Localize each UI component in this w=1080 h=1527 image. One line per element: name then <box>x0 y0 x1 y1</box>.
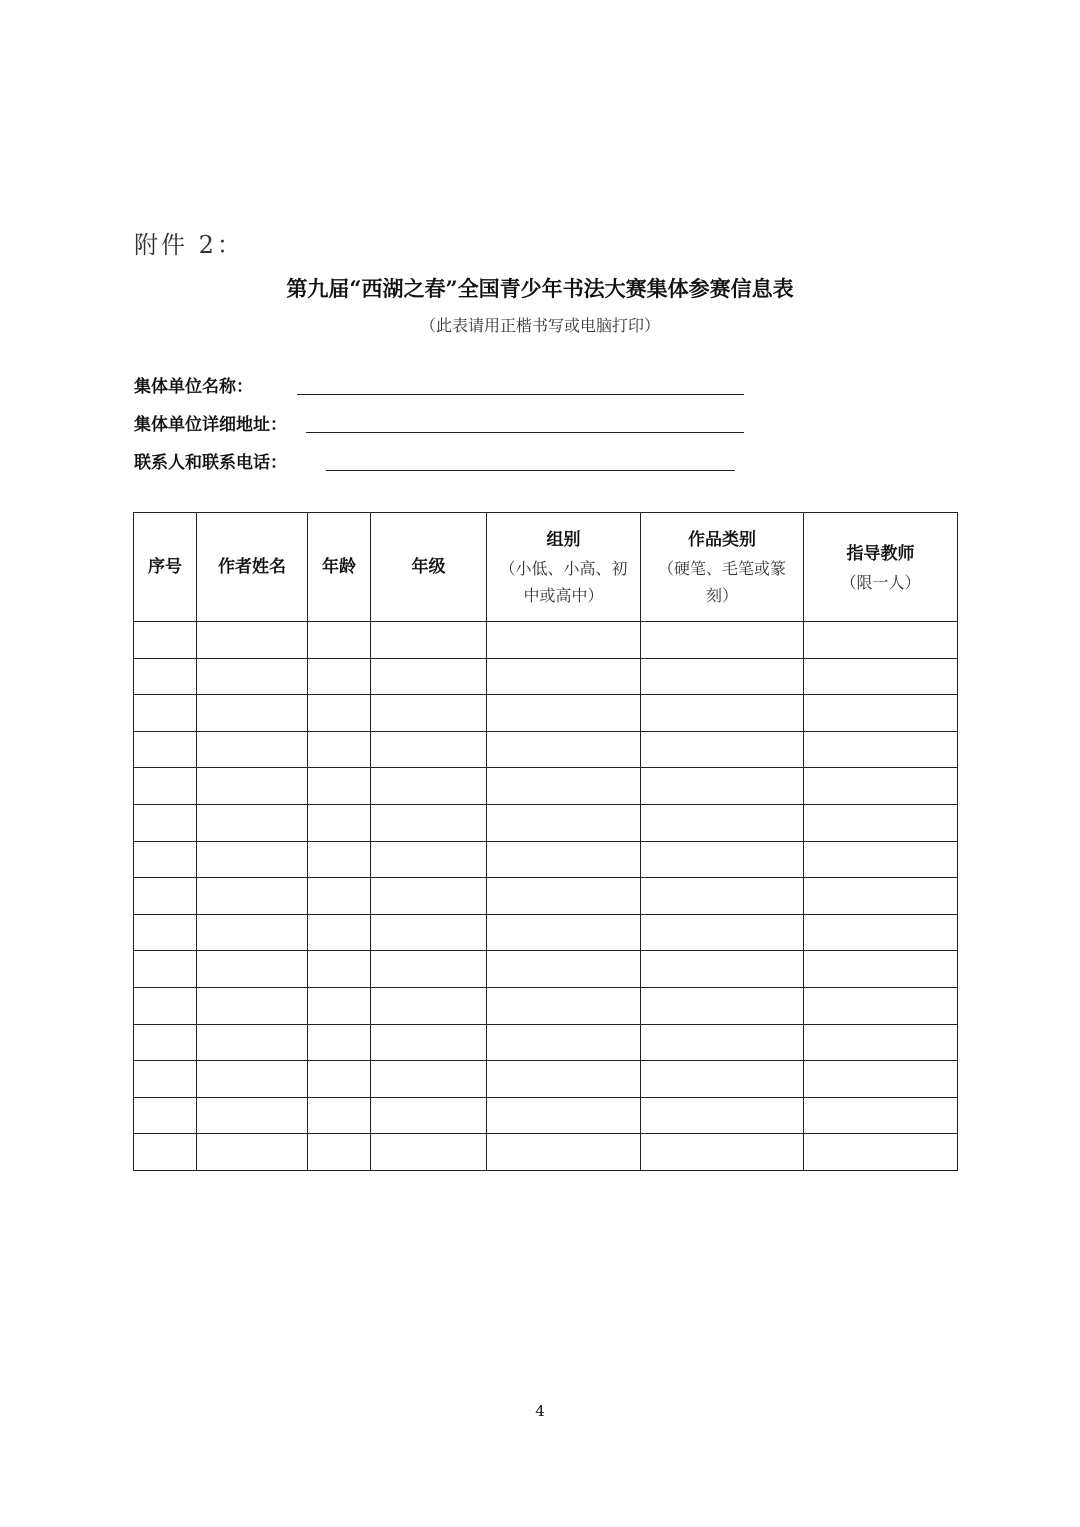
header-group <box>487 513 641 622</box>
table-cell[interactable] <box>641 987 804 1024</box>
field-contact-input-line[interactable] <box>326 448 735 471</box>
table-cell[interactable] <box>487 804 641 841</box>
table-cell[interactable] <box>308 841 371 878</box>
table-row <box>134 841 958 878</box>
table-cell[interactable] <box>134 622 197 659</box>
table-cell[interactable] <box>804 951 958 988</box>
table-row <box>134 695 958 732</box>
table-cell[interactable] <box>371 658 487 695</box>
table-cell[interactable] <box>371 622 487 659</box>
table-cell[interactable] <box>371 914 487 951</box>
table-cell[interactable] <box>641 622 804 659</box>
table-cell[interactable] <box>371 1024 487 1061</box>
table-cell[interactable] <box>308 951 371 988</box>
table-cell[interactable] <box>197 951 308 988</box>
table-cell[interactable] <box>804 1097 958 1134</box>
table-cell[interactable] <box>487 841 641 878</box>
table-cell[interactable] <box>487 951 641 988</box>
table-row <box>134 1024 958 1061</box>
table-cell[interactable] <box>134 1061 197 1098</box>
table-cell[interactable] <box>134 1134 197 1171</box>
table-cell[interactable] <box>641 1134 804 1171</box>
header-label: 指导教师 <box>846 543 915 564</box>
table-cell[interactable] <box>197 1061 308 1098</box>
table-cell[interactable] <box>308 804 371 841</box>
header-work-category <box>641 513 804 622</box>
table-row <box>134 1134 958 1171</box>
table-cell[interactable] <box>134 951 197 988</box>
field-label: 集体单位名称： <box>134 377 253 397</box>
attachment-label: 附件 2： <box>134 231 244 259</box>
table-cell[interactable] <box>641 731 804 768</box>
table-row <box>134 768 958 805</box>
field-label: 联系人和联系电话： <box>134 453 287 473</box>
table-cell[interactable] <box>197 914 308 951</box>
field-unit-name-input-line[interactable] <box>297 372 744 395</box>
table-cell[interactable] <box>641 878 804 915</box>
table-cell[interactable] <box>308 658 371 695</box>
table-cell[interactable] <box>308 622 371 659</box>
table-cell[interactable] <box>487 914 641 951</box>
table-cell[interactable] <box>308 1134 371 1171</box>
table-cell[interactable] <box>804 987 958 1024</box>
table-cell[interactable] <box>641 695 804 732</box>
table-cell[interactable] <box>371 731 487 768</box>
table-cell[interactable] <box>487 1024 641 1061</box>
table-cell[interactable] <box>371 987 487 1024</box>
table-cell[interactable] <box>804 914 958 951</box>
page-number: 4 <box>535 1402 545 1420</box>
table-cell[interactable] <box>641 1097 804 1134</box>
table-cell[interactable] <box>804 622 958 659</box>
table-cell[interactable] <box>134 878 197 915</box>
header-note: （小低、小高、初中或高中） <box>499 559 628 605</box>
table-row <box>134 987 958 1024</box>
form-subtitle: （此表请用正楷书写或电脑打印） <box>419 316 660 335</box>
table-cell[interactable] <box>197 1134 308 1171</box>
header-serial <box>134 513 197 622</box>
table-cell[interactable] <box>371 1061 487 1098</box>
table-cell[interactable] <box>804 768 958 805</box>
table-cell[interactable] <box>487 768 641 805</box>
table-cell[interactable] <box>804 804 958 841</box>
table-cell[interactable] <box>134 768 197 805</box>
table-row <box>134 878 958 915</box>
table-cell[interactable] <box>308 914 371 951</box>
table-cell[interactable] <box>641 841 804 878</box>
table-row <box>134 1061 958 1098</box>
header-label: 序号 <box>148 557 182 577</box>
table-cell[interactable] <box>804 1061 958 1098</box>
field-unit-address-input-line[interactable] <box>306 410 744 433</box>
table-cell[interactable] <box>487 622 641 659</box>
table-cell[interactable] <box>487 1061 641 1098</box>
table-cell[interactable] <box>641 1024 804 1061</box>
table-cell[interactable] <box>197 1024 308 1061</box>
header-author-name <box>197 513 308 622</box>
table-cell[interactable] <box>371 951 487 988</box>
table-cell[interactable] <box>308 695 371 732</box>
table-cell[interactable] <box>371 695 487 732</box>
table-cell[interactable] <box>487 987 641 1024</box>
table-cell[interactable] <box>487 1134 641 1171</box>
header-instructor <box>804 513 958 622</box>
table-cell[interactable] <box>197 731 308 768</box>
table-cell[interactable] <box>804 695 958 732</box>
table-cell[interactable] <box>197 804 308 841</box>
table-cell[interactable] <box>487 695 641 732</box>
table-cell[interactable] <box>371 878 487 915</box>
table-cell[interactable] <box>308 1097 371 1134</box>
table-cell[interactable] <box>641 768 804 805</box>
table-cell[interactable] <box>197 841 308 878</box>
table-cell[interactable] <box>197 695 308 732</box>
header-note: （限一人） <box>840 572 921 592</box>
entry-table <box>133 512 958 1171</box>
header-label: 年龄 <box>322 557 356 577</box>
table-cell[interactable] <box>308 1024 371 1061</box>
table-cell[interactable] <box>371 1134 487 1171</box>
table-body <box>134 622 958 1171</box>
table-row <box>134 914 958 951</box>
table-cell[interactable] <box>197 622 308 659</box>
field-label: 集体单位详细地址： <box>134 415 287 435</box>
table-cell[interactable] <box>641 804 804 841</box>
table-cell[interactable] <box>308 731 371 768</box>
table-cell[interactable] <box>804 1134 958 1171</box>
table-cell[interactable] <box>641 1061 804 1098</box>
table-cell[interactable] <box>487 878 641 915</box>
table-cell[interactable] <box>134 1024 197 1061</box>
form-title: 第九届“西湖之春”全国青少年书法大赛集体参赛信息表 <box>286 276 794 301</box>
table-cell[interactable] <box>804 1024 958 1061</box>
table-cell[interactable] <box>804 731 958 768</box>
table-cell[interactable] <box>197 878 308 915</box>
table-cell[interactable] <box>197 987 308 1024</box>
table-cell[interactable] <box>371 768 487 805</box>
table-cell[interactable] <box>134 1097 197 1134</box>
table-row <box>134 951 958 988</box>
table-cell[interactable] <box>641 914 804 951</box>
table-cell[interactable] <box>134 658 197 695</box>
table-header-row <box>134 513 958 622</box>
table-cell[interactable] <box>197 658 308 695</box>
table-row <box>134 658 958 695</box>
table-cell[interactable] <box>641 951 804 988</box>
table-cell[interactable] <box>308 878 371 915</box>
table-cell[interactable] <box>487 731 641 768</box>
table-cell[interactable] <box>641 658 804 695</box>
header-grade <box>371 513 487 622</box>
table-cell[interactable] <box>804 841 958 878</box>
header-label: 作品类别 <box>688 530 756 550</box>
table-cell[interactable] <box>197 1097 308 1134</box>
table-row <box>134 1097 958 1134</box>
table-cell[interactable] <box>487 658 641 695</box>
header-label: 年级 <box>411 557 446 577</box>
table-row <box>134 622 958 659</box>
table-cell[interactable] <box>804 878 958 915</box>
table-cell[interactable] <box>804 658 958 695</box>
table-cell[interactable] <box>308 1061 371 1098</box>
table-cell[interactable] <box>371 841 487 878</box>
table-cell[interactable] <box>134 804 197 841</box>
table-cell[interactable] <box>134 695 197 732</box>
table-row <box>134 804 958 841</box>
table-cell[interactable] <box>487 1097 641 1134</box>
table-cell[interactable] <box>371 804 487 841</box>
table-cell[interactable] <box>371 1097 487 1134</box>
table-cell[interactable] <box>308 987 371 1024</box>
table-cell[interactable] <box>197 768 308 805</box>
header-age <box>308 513 371 622</box>
header-label: 作者姓名 <box>218 557 286 577</box>
table-row <box>134 731 958 768</box>
table-cell[interactable] <box>308 768 371 805</box>
table-cell[interactable] <box>134 987 197 1024</box>
header-note: （硬笔、毛笔或篆刻） <box>657 559 786 605</box>
header-label: 组别 <box>546 530 581 550</box>
table-cell[interactable] <box>134 914 197 951</box>
table-cell[interactable] <box>134 731 197 768</box>
table-cell[interactable] <box>134 841 197 878</box>
